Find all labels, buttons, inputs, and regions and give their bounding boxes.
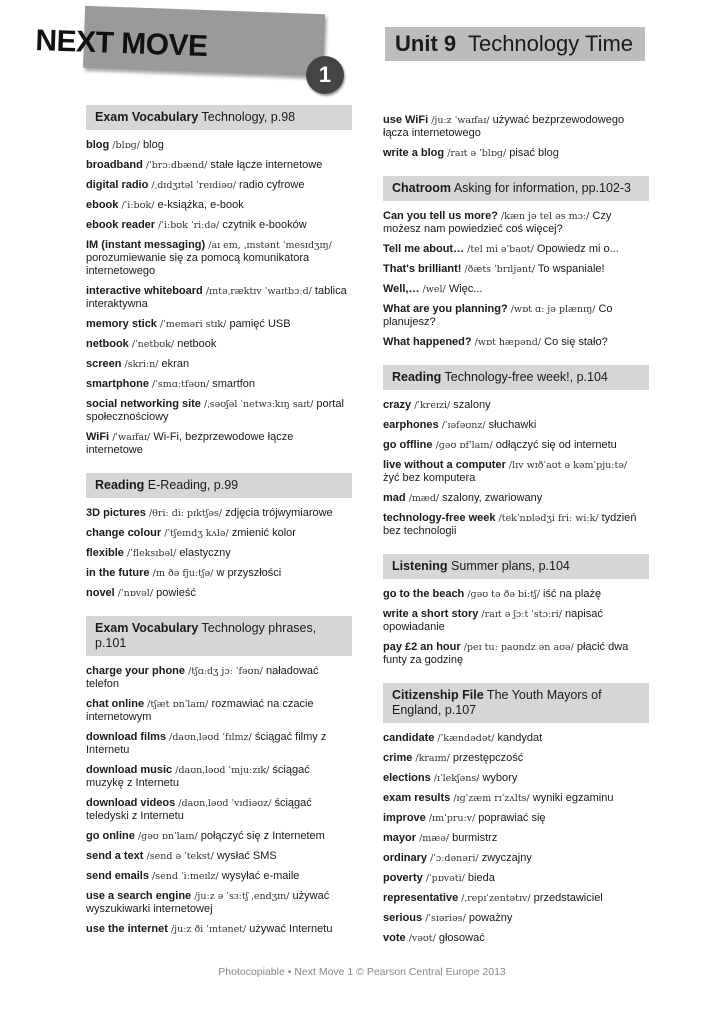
- section-spacer: [86, 607, 348, 616]
- entry-translation: naładować telefon: [86, 665, 319, 690]
- entry-phonetic: /tekˈnɒlədʒi friː wiːk/: [498, 513, 599, 524]
- entry-word: chat online: [86, 698, 145, 710]
- vocab-entry: [86, 239, 348, 278]
- entry-translation: elastyczny: [179, 547, 231, 559]
- entry-phonetic: /ɪn ðə fjuːtʃə/: [152, 568, 214, 579]
- vocab-section: [86, 616, 348, 936]
- vocab-entry: [86, 398, 348, 424]
- vocab-entry: [86, 378, 348, 391]
- entry-word: smartphone: [86, 378, 149, 390]
- vocab-entry: [383, 912, 645, 925]
- entry-word: download music: [86, 764, 173, 776]
- entry-translation: zwyczajny: [481, 852, 532, 864]
- entry-phonetic: /ˌrepɪˈzentətɪv/: [461, 893, 531, 904]
- entry-phonetic: /ˈpɒvəti/: [425, 873, 465, 884]
- entry-phonetic: /send ə ˈtekst/: [146, 851, 214, 862]
- entry-word: send emails: [86, 870, 149, 882]
- section-title-bold: Exam Vocabulary: [95, 621, 199, 635]
- section-gap: [383, 723, 645, 732]
- unit-name: Technology Time: [467, 31, 634, 56]
- entry-translation: iść na plażę: [542, 588, 602, 600]
- entry-word: broadband: [86, 159, 143, 171]
- section-title-rest: Summer plans, p.104: [447, 559, 570, 573]
- entry-phonetic: /kraɪm/: [415, 753, 450, 764]
- entry-translation: głosować: [438, 932, 485, 944]
- section-title-bold: Reading: [95, 478, 145, 492]
- entry-word: ebook: [86, 199, 119, 211]
- entry-phonetic: /ˈkreɪzi/: [414, 400, 451, 411]
- vocab-entry: [383, 812, 645, 825]
- entry-phonetic: /peɪ tuː paʊndz ən aʊə/: [463, 642, 574, 653]
- entry-phonetic: /daʊnˌləʊd ˈmjuːzɪk/: [175, 765, 270, 776]
- entry-translation: pisać blog: [509, 147, 559, 159]
- entry-translation: stałe łącze internetowe: [210, 159, 323, 171]
- vocab-section: [383, 176, 645, 365]
- entry-translation: wysyłać e-maile: [221, 870, 300, 882]
- vocab-entry: [86, 139, 348, 152]
- entry-word: novel: [86, 587, 115, 599]
- section-gap: [86, 656, 348, 665]
- vocab-section: [383, 683, 645, 945]
- entry-phonetic: /ˈɔːdənəri/: [430, 853, 479, 864]
- entry-word: What are you planning?: [383, 303, 508, 315]
- vocab-section: [383, 554, 645, 683]
- entry-word: IM (instant messaging): [86, 239, 206, 251]
- vocab-entry: [86, 923, 348, 936]
- section-title-rest: Technology-free week!, p.104: [441, 370, 608, 384]
- entry-phonetic: /vəʊt/: [408, 933, 436, 944]
- entry-word: poverty: [383, 872, 423, 884]
- vocab-entry: [383, 608, 645, 634]
- entry-word: netbook: [86, 338, 129, 350]
- vocab-entry: [383, 732, 645, 745]
- vocab-entry: [86, 698, 348, 724]
- vocab-section: [383, 365, 645, 554]
- vocab-entry: [86, 547, 348, 560]
- footer-copyright: Photocopiable • Next Move 1 © Pearson Central Europe 2013: [218, 966, 506, 978]
- level-badge: 1: [306, 56, 344, 94]
- vocab-entry: [383, 588, 645, 601]
- vocab-entry: [383, 439, 645, 452]
- entry-word: screen: [86, 358, 122, 370]
- entry-translation: wyniki egzaminu: [532, 792, 614, 804]
- vocab-section: [383, 114, 645, 176]
- vocab-entry: [86, 797, 348, 823]
- entry-phonetic: /ɡəʊ ɒnˈlaɪn/: [137, 831, 198, 842]
- entry-phonetic: /ˈsmɑːtfəʊn/: [152, 379, 210, 390]
- vocab-entry: [86, 199, 348, 212]
- vocab-entry: [383, 932, 645, 945]
- entry-phonetic: /ˈnetbʊk/: [131, 339, 175, 350]
- vocab-entry: [383, 752, 645, 765]
- entry-phonetic: /ɡəʊ tə ðə biːtʃ/: [467, 589, 540, 600]
- section-title-bold: Listening: [392, 559, 448, 573]
- section-header: [86, 616, 352, 656]
- entry-translation: przedstawiciel: [533, 892, 603, 904]
- vocab-entry: [383, 852, 645, 865]
- entry-phonetic: /raɪt ə ʃɔːt ˈstɔːri/: [481, 609, 562, 620]
- entry-word: flexible: [86, 547, 124, 559]
- section-spacer: [383, 356, 645, 365]
- entry-translation: Wi-Fi, bezprzewodowe łącze internetowe: [86, 431, 294, 456]
- vocab-entry: [383, 492, 645, 505]
- entry-translation: To wspaniale!: [537, 263, 605, 275]
- entry-phonetic: /ɡəʊ ɒfˈlaɪn/: [435, 440, 493, 451]
- entry-translation: odłączyć się od internetu: [495, 439, 617, 451]
- entry-word: download films: [86, 731, 167, 743]
- entry-phonetic: /ˌdɪdʒɪtəl ˈreɪdiəʊ/: [151, 180, 236, 191]
- vocab-entry: [383, 114, 645, 140]
- entry-word: memory stick: [86, 318, 157, 330]
- vocab-entry: [383, 303, 645, 329]
- vocab-entry: [383, 147, 645, 160]
- entry-translation: wysłać SMS: [216, 850, 277, 862]
- entry-translation: Więc...: [448, 283, 483, 295]
- vocab-section: [86, 105, 348, 473]
- entry-word: blog: [86, 139, 110, 151]
- entry-translation: połączyć się z Internetem: [200, 830, 325, 842]
- section-gap: [86, 130, 348, 139]
- entry-word: representative: [383, 892, 459, 904]
- section-gap: [86, 498, 348, 507]
- unit-label: Unit 9: [395, 31, 457, 56]
- entry-phonetic: /daʊnˌləʊd ˈfɪlmz/: [169, 732, 252, 743]
- entry-phonetic: /ˈbrɔːdbænd/: [145, 160, 208, 171]
- vocab-entry: [86, 285, 348, 311]
- entry-phonetic: /ˈsɪəriəs/: [425, 913, 466, 924]
- vocab-entry: [86, 870, 348, 883]
- section-gap: [383, 579, 645, 588]
- section-title-bold: Citizenship File: [392, 688, 484, 702]
- section-header: [86, 473, 352, 498]
- entry-translation: w przyszłości: [216, 567, 282, 579]
- entry-translation: portal społecznościowy: [86, 398, 344, 423]
- vocab-entry: [86, 159, 348, 172]
- entry-word: social networking site: [86, 398, 201, 410]
- entry-phonetic: /ˈiːbʊk ˈriːdə/: [158, 220, 220, 231]
- entry-translation: używać wyszukiwarki internetowej: [86, 890, 330, 915]
- vocab-entry: [383, 792, 645, 805]
- entry-word: mayor: [383, 832, 417, 844]
- vocab-entry: [86, 179, 348, 192]
- vocab-entry: [383, 419, 645, 432]
- entry-word: vote: [383, 932, 406, 944]
- entry-translation: poprawiać się: [478, 812, 546, 824]
- entry-phonetic: /kæn jə tel əs mɔː/: [500, 211, 590, 222]
- entry-word: charge your phone: [86, 665, 186, 677]
- vocab-section: [86, 473, 348, 616]
- entry-translation: burmistrz: [452, 832, 498, 844]
- entry-translation: radio cyfrowe: [239, 179, 305, 191]
- entry-phonetic: /raɪt ə ˈblɒɡ/: [447, 148, 507, 159]
- entry-translation: tydzień bez technologii: [383, 512, 637, 537]
- entry-translation: blog: [143, 139, 164, 151]
- entry-translation: Co planujesz?: [383, 303, 613, 328]
- entry-translation: Opowiedz mi o...: [536, 243, 619, 255]
- entry-translation: słuchawki: [488, 419, 537, 431]
- vocab-entry: [86, 338, 348, 351]
- entry-word: serious: [383, 912, 423, 924]
- entry-phonetic: /ɪɡˈzæm rɪˈzʌlts/: [453, 793, 530, 804]
- entry-word: interactive whiteboard: [86, 285, 203, 297]
- section-gap: [383, 201, 645, 210]
- entry-translation: używać Internetu: [249, 923, 333, 935]
- entry-translation: ściągać muzykę z Internetu: [86, 764, 310, 789]
- entry-phonetic: /juːz ˈwaɪfaɪ/: [431, 115, 490, 126]
- section-spacer: [383, 674, 645, 683]
- entry-word: mad: [383, 492, 406, 504]
- entry-translation: wybory: [482, 772, 518, 784]
- entry-word: digital radio: [86, 179, 149, 191]
- vocab-entry: [383, 641, 645, 667]
- entry-translation: używać bezprzewodowego łącza internetowego: [383, 114, 625, 139]
- entry-word: Can you tell us more?: [383, 210, 498, 222]
- entry-translation: rozmawiać na czacie internetowym: [86, 698, 314, 723]
- entry-phonetic: /tʃɑːdʒ jɔː ˈfəʊn/: [188, 666, 263, 677]
- entry-word: 3D pictures: [86, 507, 146, 519]
- entry-word: change colour: [86, 527, 162, 539]
- entry-translation: Co się stało?: [544, 336, 608, 348]
- vocab-entry: [383, 772, 645, 785]
- vocab-entry: [86, 318, 348, 331]
- entry-translation: e-książka, e-book: [157, 199, 244, 211]
- entry-phonetic: /ɪˈlekʃəns/: [433, 773, 480, 784]
- entry-translation: pamięć USB: [229, 318, 291, 330]
- section-spacer: [383, 545, 645, 554]
- entry-translation: napisać opowiadanie: [383, 608, 603, 633]
- entry-phonetic: /juːz ə ˈsɜːtʃ ˌendʒɪn/: [194, 891, 290, 902]
- entry-word: Tell me about…: [383, 243, 465, 255]
- entry-word: live without a computer: [383, 459, 506, 471]
- vocab-entry: [86, 665, 348, 691]
- entry-word: crime: [383, 752, 413, 764]
- entry-translation: porozumiewanie się za pomocą komunikatora internetowego: [86, 252, 310, 277]
- vocab-entry: [86, 890, 348, 916]
- entry-phonetic: /send ˈiːmeɪlz/: [152, 871, 219, 882]
- section-spacer: [383, 167, 645, 176]
- entry-translation: netbook: [177, 338, 217, 350]
- entry-translation: szalony: [453, 399, 491, 411]
- vocab-entry: [383, 512, 645, 538]
- entry-translation: smartfon: [212, 378, 256, 390]
- entry-translation: tablica interaktywna: [86, 285, 347, 310]
- entry-phonetic: /ˈtʃeɪndʒ kʌlə/: [164, 528, 229, 539]
- entry-word: That's brilliant!: [383, 263, 462, 275]
- entry-phonetic: /θriː diː pɪktʃəs/: [148, 508, 223, 519]
- vocab-entry: [86, 527, 348, 540]
- entry-word: technology-free week: [383, 512, 496, 524]
- entry-word: WiFi: [86, 431, 110, 443]
- vocab-entry: [86, 507, 348, 520]
- entry-translation: ekran: [161, 358, 190, 370]
- entry-word: use the internet: [86, 923, 168, 935]
- entry-phonetic: /wel/: [422, 284, 446, 295]
- vocab-entry: [86, 830, 348, 843]
- vocab-entry: [383, 892, 645, 905]
- entry-translation: poważny: [468, 912, 513, 924]
- entry-translation: przestępczość: [452, 752, 524, 764]
- section-title-rest: Asking for information, pp.102-3: [451, 181, 631, 195]
- vocab-entry: [383, 243, 645, 256]
- entry-translation: czytnik e-booków: [222, 219, 307, 231]
- section-header: [383, 176, 649, 201]
- entry-translation: płacić dwa funty za godzinę: [383, 641, 629, 666]
- entry-phonetic: /ˌsəʊʃəl ˈnetwɜːkɪŋ saɪt/: [203, 399, 314, 410]
- entry-phonetic: /lɪv wɪðˈaʊt ə kəmˈpjuːtə/: [508, 460, 628, 471]
- entry-word: Well,…: [383, 283, 420, 295]
- entry-phonetic: /juːz ði ˈɪntənet/: [170, 924, 247, 935]
- entry-phonetic: /ˈkændədət/: [437, 733, 495, 744]
- entry-translation: szalony, zwariowany: [442, 492, 543, 504]
- section-header: [86, 105, 352, 130]
- section-header: [383, 554, 649, 579]
- vocab-entry: [86, 358, 348, 371]
- right-column: [383, 114, 645, 952]
- entry-word: pay £2 an hour: [383, 641, 461, 653]
- entry-phonetic: /aɪ em, ˌɪnstənt ˈmesɪdʒɪŋ/: [208, 240, 332, 251]
- entry-phonetic: /ɪntəˌræktɪv ˈwaɪtbɔːd/: [205, 286, 312, 297]
- vocab-entry: [86, 431, 348, 457]
- vocab-entry: [383, 832, 645, 845]
- vocab-entry: [86, 850, 348, 863]
- vocab-entry: [86, 764, 348, 790]
- section-title-bold: Exam Vocabulary: [95, 110, 199, 124]
- left-column: [86, 105, 348, 943]
- vocab-entry: [86, 219, 348, 232]
- entry-phonetic: /blɒɡ/: [112, 140, 140, 151]
- entry-translation: bieda: [467, 872, 495, 884]
- entry-word: earphones: [383, 419, 439, 431]
- entry-word: write a blog: [383, 147, 445, 159]
- entry-translation: zmienić kolor: [231, 527, 296, 539]
- vocab-entry: [86, 587, 348, 600]
- vocab-entry: [383, 210, 645, 236]
- entry-translation: ściągać teledyski z Internetu: [86, 797, 312, 822]
- vocab-entry: [383, 872, 645, 885]
- logo-text: NEXT MOVE: [34, 24, 209, 63]
- vocab-entry: [383, 459, 645, 485]
- section-gap: [383, 390, 645, 399]
- entry-phonetic: /tel mi əˈbaʊt/: [467, 244, 534, 255]
- section-title-bold: Reading: [392, 370, 442, 384]
- entry-translation: żyć bez komputera: [383, 472, 476, 484]
- vocab-entry: [383, 263, 645, 276]
- section-header: [383, 683, 649, 723]
- entry-phonetic: /ˈwaɪfaɪ/: [112, 432, 151, 443]
- section-header: [383, 365, 649, 390]
- entry-phonetic: /ˈnɒvəl/: [117, 588, 154, 599]
- entry-word: download videos: [86, 797, 176, 809]
- entry-word: candidate: [383, 732, 435, 744]
- entry-word: go offline: [383, 439, 433, 451]
- entry-phonetic: /mæə/: [419, 833, 450, 844]
- vocab-entry: [383, 336, 645, 349]
- entry-translation: kandydat: [497, 732, 543, 744]
- section-title-rest: Technology, p.98: [198, 110, 296, 124]
- entry-translation: powieść: [156, 587, 196, 599]
- entry-translation: zdjęcia trójwymiarowe: [225, 507, 333, 519]
- entry-word: go to the beach: [383, 588, 465, 600]
- section-title-rest: Technology phrases, p.101: [95, 621, 317, 650]
- entry-word: go online: [86, 830, 135, 842]
- entry-phonetic: /wɒt ɑː jə plænɪŋ/: [510, 304, 596, 315]
- section-title-rest: E-Reading, p.99: [144, 478, 239, 492]
- section-title-rest: The Youth Mayors of England, p.107: [392, 688, 602, 717]
- vocab-entry: [86, 567, 348, 580]
- entry-word: send a text: [86, 850, 144, 862]
- entry-phonetic: /skriːn/: [124, 359, 159, 370]
- entry-phonetic: /ˈmeməri stɪk/: [160, 319, 227, 330]
- entry-word: elections: [383, 772, 431, 784]
- entry-word: use WiFi: [383, 114, 429, 126]
- entry-word: ordinary: [383, 852, 428, 864]
- unit-title: [385, 27, 645, 61]
- entry-phonetic: /ˈfleksɪbəl/: [126, 548, 177, 559]
- entry-phonetic: /wɒt hæpənd/: [474, 337, 542, 348]
- entry-word: in the future: [86, 567, 150, 579]
- entry-word: What happened?: [383, 336, 472, 348]
- entry-phonetic: /daʊnˌləʊd ˈvɪdiəʊz/: [178, 798, 272, 809]
- entry-phonetic: /ˈiːbʊk/: [121, 200, 155, 211]
- entry-phonetic: /ˈɪəfəʊnz/: [441, 420, 486, 431]
- entry-word: improve: [383, 812, 426, 824]
- entry-phonetic: /ðæts ˈbrɪljənt/: [464, 264, 536, 275]
- section-spacer: [86, 464, 348, 473]
- entry-word: use a search engine: [86, 890, 192, 902]
- entry-translation: Czy możesz nam powiedzieć coś więcej?: [383, 210, 612, 235]
- entry-word: write a short story: [383, 608, 479, 620]
- vocab-entry: [383, 399, 645, 412]
- entry-phonetic: /ɪmˈpruːv/: [428, 813, 476, 824]
- entry-word: exam results: [383, 792, 451, 804]
- entry-translation: ściągać filmy z Internetu: [86, 731, 327, 756]
- entry-word: ebook reader: [86, 219, 156, 231]
- entry-phonetic: /tʃæt ɒnˈlaɪn/: [147, 699, 209, 710]
- vocab-entry: [86, 731, 348, 757]
- section-title-bold: Chatroom: [392, 181, 452, 195]
- entry-phonetic: /mæd/: [408, 493, 440, 504]
- vocab-entry: [383, 283, 645, 296]
- entry-word: crazy: [383, 399, 412, 411]
